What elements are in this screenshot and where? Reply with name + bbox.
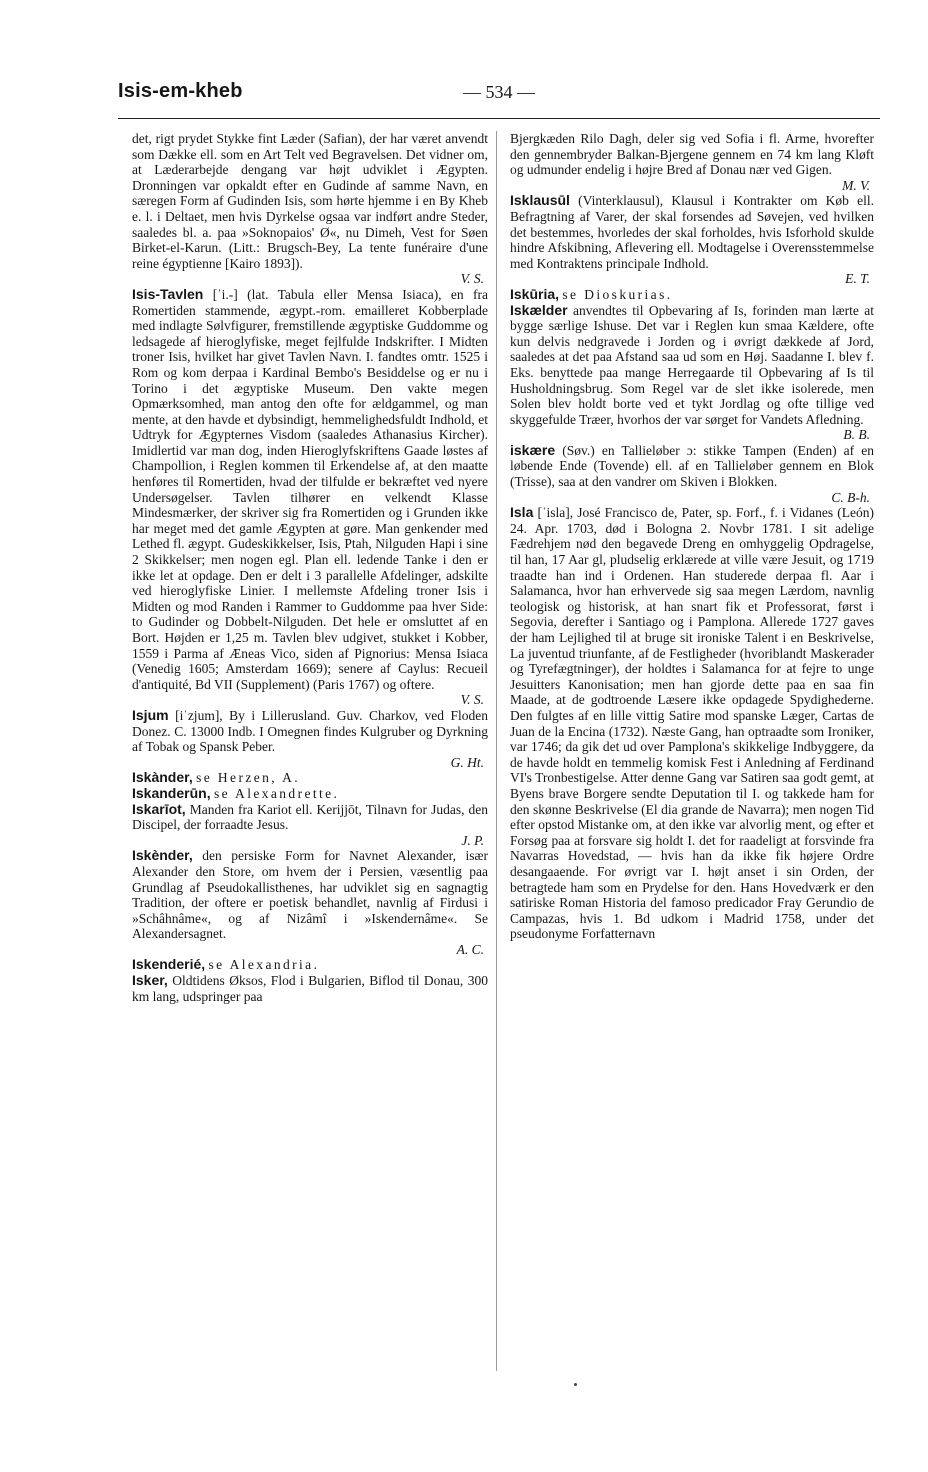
entry-isjum [132,708,488,770]
print-speck [574,1383,577,1386]
entry-iskanderun [132,786,488,802]
headword: Iskànder, [132,769,193,786]
entry-signature: V. S. [460,271,484,287]
entry-signature: B. B. [843,427,870,443]
cross-reference: se Herzen, A. [196,770,300,786]
entry-body: anvendtes til Opbevaring af Is, forinden man lærte at bygge særlige Ishuse. Det var i Reglen kun smaa Kældere, ofte kun delvis nedgravede i Jorden og i øvrigt dækkede af Jord, saaledes at det paa Afstand saa ud som en Høj. Saadanne I. blev f. Eks. benyttede paa mange Herregaarde til Opbevaring af Is til Husholdningsbrug. Som Regel var de slet ikke isolerede, men Solen blev holdt borte ved et tykt Jordlag og ofte tillige ved skyggefulde Træer, hvorhos der var sørget for Vandets Afledning. [510,302,875,427]
cross-reference: se Dioskurias. [562,286,673,302]
entry-isla [510,505,874,942]
entry-iskariot [132,802,488,849]
entry-body: (Søv.) en Tallieløber ɔ: stikke Tampen (Enden) af en løbende Ende (Tovende) ell. af en Tallieløber gennem en Blok (Trisse), saa at den vandrer om Skiven i Blokken. [510,442,874,490]
entry-body: (Vinterklausul), Klausul i Kontrakter om Køb ell. Befragtning af Varer, der skal forsendes ad Søvejen, ved hvilken det bestemmes, hvorledes der skal forholdes, hvis Isforhold skulde hindre Afskibning, Aflevering ell. Modtagelse i Overensstemmelse med Kontraktens principale Indhold. [510,193,875,271]
entry-signature: E. T. [845,271,870,287]
entry-iskaelder [510,303,874,443]
headword: Iskènder, [132,847,193,864]
entry-body: Bjergkæden Rilo Dagh, deler sig ved Sofia i fl. Arme, hvorefter den gennembryder Balkan-Bjergene gennem en 74 km lang Kløft og udmunder endelig i højre Bred af Donau nær ved Gigen. [510,131,874,178]
headword: iskære [510,441,556,458]
entry-isklausul [510,193,874,287]
entry-isker [132,973,488,1004]
page-header [118,80,880,110]
entry-body: Manden fra Kariot ell. Kerijjōt, Tilnavn for Judas, den Discipel, der forraadte Jesus. [132,801,489,833]
right-column [510,131,874,942]
cross-reference: se Alexandrette. [213,785,340,801]
headword: Iskarīot, [132,800,186,817]
entry-body: [ˈi.-] (lat. Tabula eller Mensa Isiaca), en fra Romertiden stammende, ægypt.-rom. emailleret Kobberplade med indlagte Sølvfigurer, fremstillende ægyptiske Guddomme og ledsagede af hieroglyfiske, meget fejlfulde Indskrifter. I Midten troner Isis, hvilket har givet Tavlen Navn. I. fandtes omtr. 1525 i Rom og kom derpaa i Kardinal Bembo's Besiddelse og er nu i Torino i det ægyptiske Museum. Den vakte megen Opmærksomhed, man antog den ofte for ældgammel, og man mente, at den havde et dybsindigt, hemmelighedsfuldt Indhold, et Udtryk for Ægypternes Visdom (saaledes Athanasius Kircher). Imidlertid var man dog, inden Hieroglyfskriftens Gaade løstes af Champollion, i Reglen kommen til Erkendelse af, at den maatte henføres til Romertiden, hvad der tilfulde er bekræftet ved nyere Undersøgelser. Tavlen tilhører en velkendt Klasse Mindesmærker, der skriver sig fra Romertiden og i Grunden ikke har meget med det gamle Ægypten at gøre. Man genkender med Lethed fl. ægypt. Gudeskikkelser, Isis, Ptah, Nilguden Hapi i sine 2 Skikkelser; men nogen egl. Plan ell. ledende Tanke i den er ikke let at opdage. Den er delt i 3 parallelle Afdelinger, adskilte ved hieroglyfiske Linier. I mellemste Afdeling troner Isis i Midten og mod Randen i Rammer to Guddomme paa hver Side: to Gudinder og Dobbelt-Nilguden. Det hele er omsluttet af en Bort. Højden er 1,25 m. Tavlen blev udgivet, stukket i Kobber, 1559 i Parma af Æneas Vico, siden af Pignorius: Mensa Isiaca (Venedig 1605; Amsterdam 1669); senere af Caylus: Recueil d'antiquité, Bd VII (Supplement) (Paris 1767) og oftere. [132,286,488,692]
header-rule [118,118,880,119]
column-divider [496,131,497,1371]
page-number: — 534 — [463,82,535,102]
cross-reference: se Alexandria. [208,957,320,973]
entry-signature: J. P. [461,832,484,848]
headword: Iskælder [510,301,568,318]
entry-signature: C. B-h. [831,489,870,505]
headword: Iskanderūn, [132,784,211,801]
entry-iskenderie [132,957,488,973]
entry-continuation [132,131,488,287]
headword: Iskūria, [510,285,560,302]
entry-body: den persiske Form for Navnet Alexander, især Alexander den Store, om hvem der i Persien, væsentlig paa Grundlag af Pseudokallisthenes, har udviklet sig en sagnagtig Tradition, der oftere er poetisk behandlet, navnlig af Firdusi i »Schâhnâme«, og af Nizâmî i »Iskendernâme«. Se Alexandersagnet. [132,848,489,942]
headword: Isjum [132,706,169,723]
headword: Isla [510,504,534,521]
entry-body: Oldtidens Øksos, Flod i Bulgarien, Biflod til Donau, 300 km lang, udspringer paa [132,973,488,1004]
headword: Iskenderié, [132,956,206,973]
headword: Isis-Tavlen [132,285,204,302]
entry-body: det, rigt prydet Stykke fint Læder (Safian), der har været anvendt som Dække ell. som en Art Telt ved Begravelsen. Det vidner om, at Læderarbejde dengang var højt udviklet i Ægypten. Dronningen var opkaldt efter en Gudinde af samme Navn, en særegen Form af Gudinden Isis, som hørte hjemme i en By Kheb e. l. i Deltaet, men hvis Dyrkelse ogsaa var indført andre Steder, saaledes bl. a. paa »Soknopaios' Ø«, nu Dimeh, Vest for Søen Birket-el-Karun. (Litt.: Brugsch-Bey, La tente funéraire d'une reine égyptienne [Kairo 1893]). [132,131,488,271]
running-head: Isis-em-kheb [118,80,243,102]
entry-signature: A. C. [456,941,484,957]
headword: Isklausūl [510,192,570,209]
entry-iskuria [510,287,874,303]
headword: Isker, [132,972,168,989]
entry-signature: G. Ht. [450,754,484,770]
entry-iskaere [510,443,874,505]
left-column [132,131,488,1004]
entry-isis-tavlen [132,287,488,708]
entry-signature: M. V. [842,177,870,193]
entry-body: [ˈisla], José Francisco de, Pater, sp. Forf., f. i Vidanes (León) 24. Apr. 1703, død i Bologna 2. Novbr 1781. I sit adelige Fædrehjem nød den begavede Dreng en omhyggelig Opdragelse, til han, 17 Aar gl, pludselig erklærede at ville være Jesuit, og 1719 traadte han ind i Ordenen. Han studerede derpaa fl. Aar i Salamanca, hvor han erhvervede sig saa megen Lærdom, navnlig teologisk og historisk, at han snart fik et Professorat, først i Segovia, derefter i Santiago og i Pamplona. Allerede 1727 gaves der ham Lejlighed til at bruge sit ironiske Talent i en Beskrivelse, La juventud triunfante, af de Festligheder (hvoriblandt Maskerader og Tyrefægtninger), der holdtes i Salamanca for at fejre to unge Jesuitters Kanonisation; men han gjorde dette paa en saa fin Maade, at de godtroende Læsere ikke opdagede Spydighederne. Den fulgtes af en lille vittig Satire mod spanske Læger, Cartas de Juan de la Encina (1732). Næste Gang, han optraadte som Ironiker, var 1746; da gik det ud over Pamplona's skikkelige Indbyggere, da de havde holdt en temmelig komisk Fest i Anledning af Ferdinand VI's Tronbestigelse. Atter denne Gang var Satiren saa godt gemt, at Byens brave Borgere sendte Deputation til I. og takkede ham for den skønne Beskrivelse (El dia grande de Navarra); men nogen Tid efter opstod Mistanke om, at den ikke var alvorlig ment, og efter et Forsøg paa at forsvare sig holdt I. det for raadeligt at forsvinde fra Navarras Hovedstad, — hvis han da ikke fik højere Ordre desangaaende. For øvrigt var I. højt anset i sin Orden, der betragtede ham som en Prydelse for den. Hans Hovedværk er den satiriske Roman Historia del famoso predicador Fray Gerundio de Campazas, hvis 1. Bd udkom i Madrid 1758, under det pseudonyme Forfatternavn [510,505,874,942]
entry-body: [iˈzjum], By i Lillerusland. Guv. Charkov, ved Floden Donez. C. 13000 Indb. I Omegnen findes Kulgruber og Dyrkning af Tobak og Spansk Peber. [132,707,488,755]
entry-iskender [132,848,488,957]
entry-signature: V. S. [460,692,484,708]
entry-isker-continued [510,131,874,193]
entry-iskander [132,770,488,786]
